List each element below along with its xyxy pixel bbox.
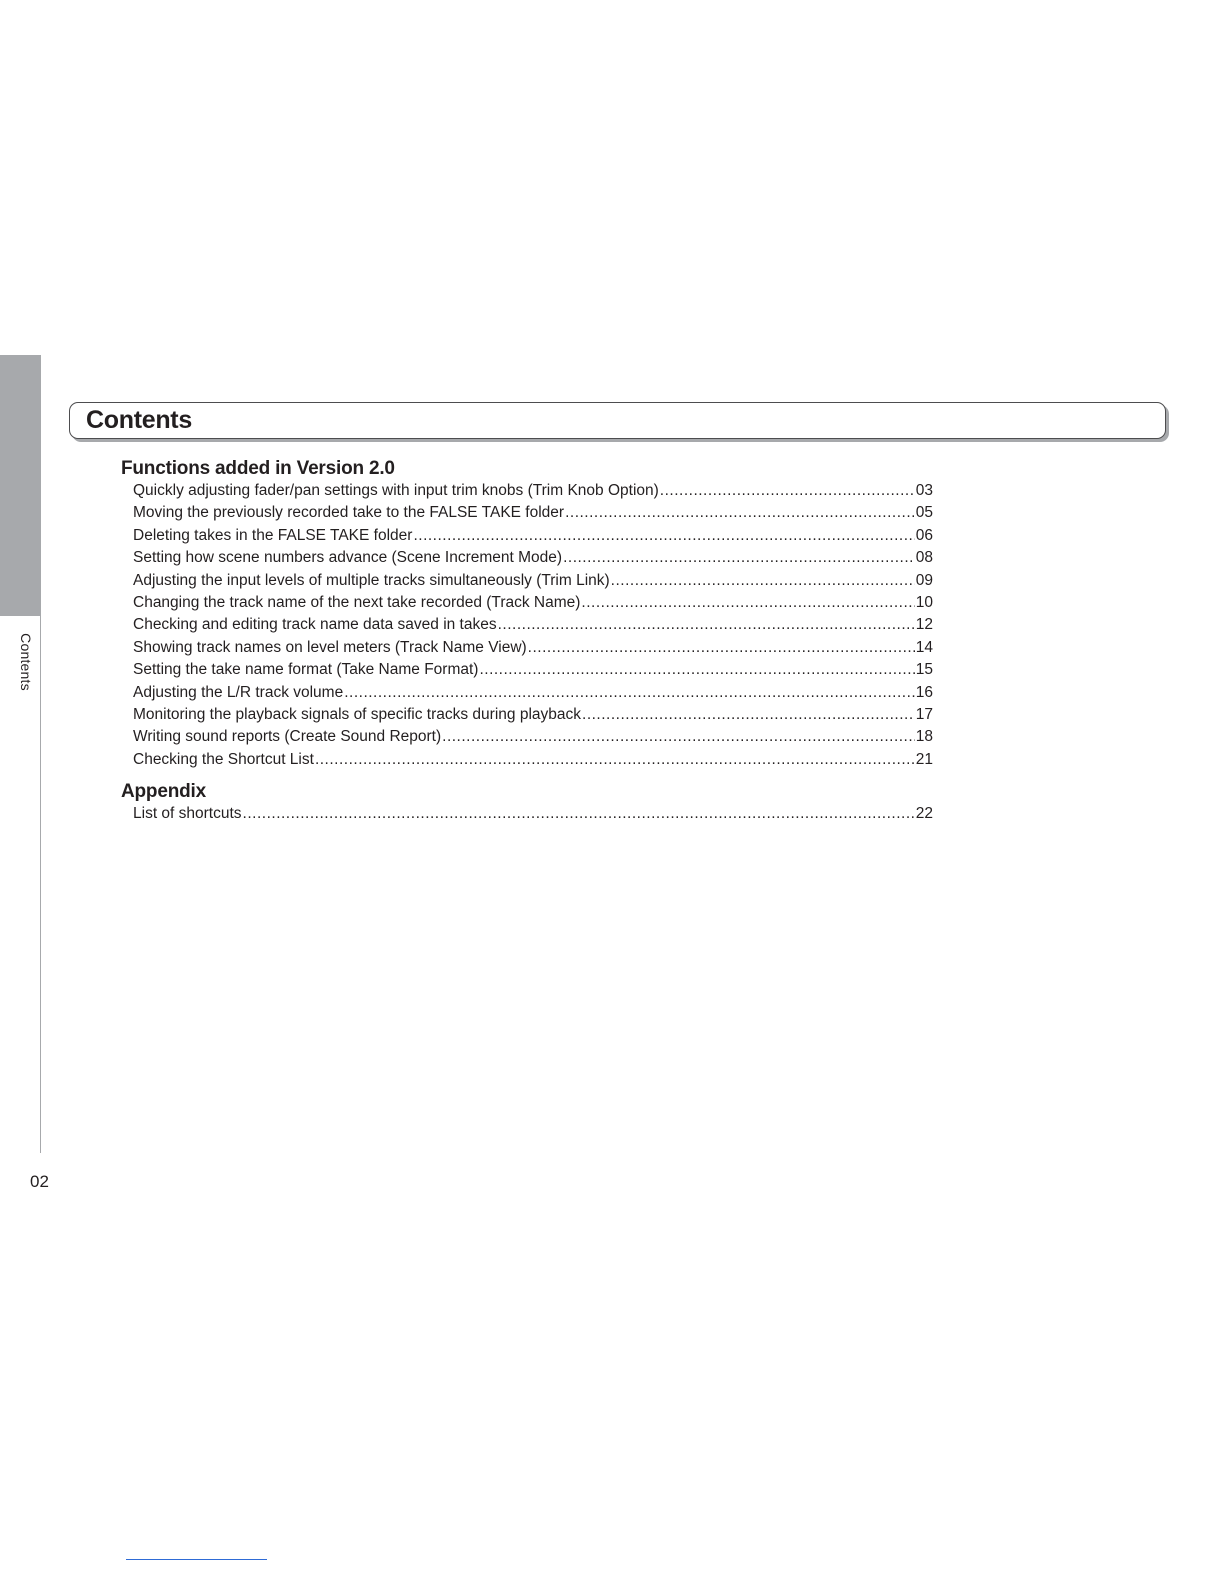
toc-page-number: 12	[915, 616, 933, 634]
side-rule	[40, 355, 41, 1153]
toc-leader-dots	[528, 637, 915, 659]
toc-leader-dots	[479, 659, 914, 681]
toc-entry[interactable]	[121, 749, 933, 771]
page-title: Contents	[86, 406, 192, 434]
toc-entry[interactable]	[121, 659, 933, 681]
toc-page-number: 15	[915, 661, 933, 679]
toc-list-appendix	[121, 803, 933, 825]
toc-leader-dots	[563, 547, 915, 569]
toc-page-number: 17	[915, 705, 933, 723]
link-underline	[126, 1559, 267, 1560]
toc-page-number: 14	[915, 638, 933, 656]
toc-page-number: 16	[915, 683, 933, 701]
toc-leader-dots	[243, 803, 915, 825]
toc-page-number: 05	[915, 504, 933, 522]
section-heading-version-2: Functions added in Version 2.0	[121, 458, 395, 479]
side-tab-label: Contents	[18, 633, 34, 691]
section-heading-appendix: Appendix	[121, 781, 206, 803]
toc-entry[interactable]	[121, 480, 933, 502]
toc-leader-dots	[565, 502, 915, 524]
contents-header-bar	[69, 402, 1166, 439]
toc-entry-text: Quickly adjusting fader/pan settings with input trim knobs (Trim Knob Option)	[133, 482, 659, 499]
toc-leader-dots	[442, 726, 915, 748]
toc-leader-dots	[611, 570, 915, 592]
toc-entry[interactable]	[121, 803, 933, 825]
toc-page-number: 06	[915, 526, 933, 544]
toc-entry-text: Moving the previously recorded take to the FALSE TAKE folder	[133, 504, 565, 522]
toc-entry-text: Monitoring the playback signals of specific tracks during playback	[133, 705, 582, 723]
toc-leader-dots	[315, 749, 915, 771]
toc-entry-text: Setting the take name format (Take Name Format)	[133, 661, 479, 679]
toc-entry[interactable]	[121, 682, 933, 704]
toc-entry-text: Setting how scene numbers advance (Scene Increment Mode)	[133, 549, 563, 567]
toc-entry[interactable]	[121, 547, 933, 569]
toc-leader-dots	[582, 704, 915, 726]
side-tab	[0, 355, 41, 616]
toc-page-number: 03	[915, 482, 933, 499]
toc-leader-dots	[660, 480, 915, 502]
toc-page-number: 09	[915, 571, 933, 589]
toc-entry-text: Checking the Shortcut List	[133, 750, 314, 768]
toc-list-version-2	[121, 480, 933, 771]
toc-entry-text: Deleting takes in the FALSE TAKE folder	[133, 526, 413, 544]
section-spacer	[121, 771, 933, 781]
toc-page-number: 22	[915, 805, 933, 823]
toc-leader-dots	[498, 614, 915, 636]
table-of-contents	[121, 458, 933, 825]
toc-entry[interactable]	[121, 726, 933, 748]
toc-leader-dots	[581, 592, 914, 614]
toc-leader-dots	[344, 682, 915, 704]
toc-entry-text: Writing sound reports (Create Sound Report)	[133, 728, 442, 746]
toc-entry[interactable]	[121, 570, 933, 592]
toc-entry[interactable]	[121, 525, 933, 547]
toc-entry[interactable]	[121, 502, 933, 524]
toc-entry-text: Showing track names on level meters (Track Name View)	[133, 638, 527, 656]
toc-entry[interactable]	[121, 614, 933, 636]
toc-entry[interactable]	[121, 592, 933, 614]
toc-entry[interactable]	[121, 704, 933, 726]
toc-entry-text: Checking and editing track name data saved in takes	[133, 616, 497, 634]
toc-entry[interactable]	[121, 637, 933, 659]
toc-leader-dots	[413, 525, 914, 547]
toc-entry-text: Adjusting the L/R track volume	[133, 683, 344, 701]
toc-entry-text: List of shortcuts	[133, 805, 242, 823]
toc-page-number: 08	[915, 549, 933, 567]
toc-entry-text: Changing the track name of the next take recorded (Track Name)	[133, 593, 581, 611]
toc-page-number: 21	[915, 750, 933, 768]
toc-entry-text: Adjusting the input levels of multiple tracks simultaneously (Trim Link)	[133, 571, 610, 589]
toc-page-number: 10	[915, 593, 933, 611]
page-number: 02	[30, 1172, 49, 1191]
toc-page-number: 18	[915, 728, 933, 746]
